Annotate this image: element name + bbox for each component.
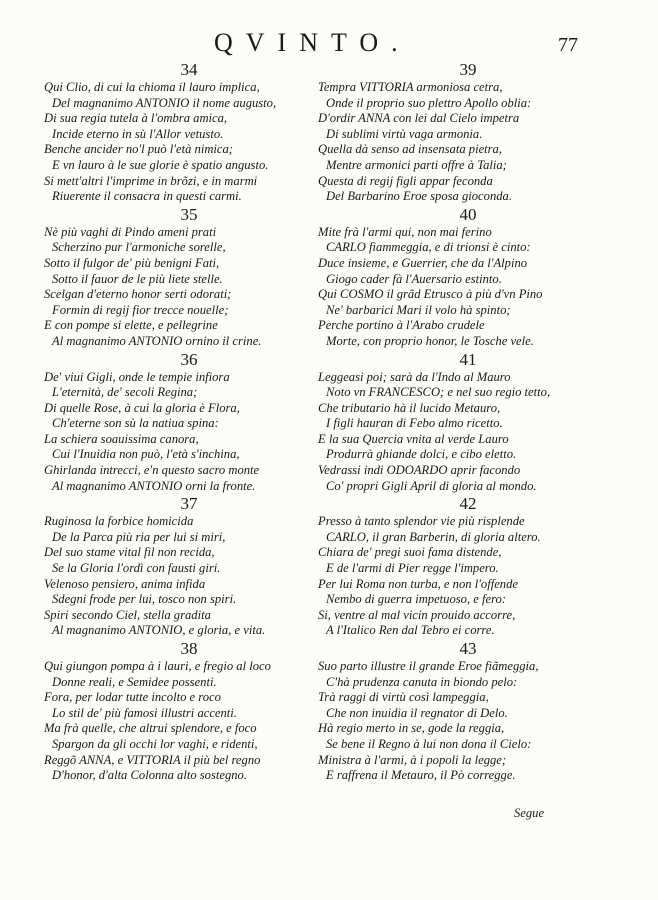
verse-line: Si, ventre al mal vicin prouido accorre,: [318, 607, 516, 622]
right-column: [318, 60, 618, 784]
verse-line: Formin di regij fior trecce nouelle;: [52, 302, 229, 317]
stanza-43: [318, 639, 618, 784]
verse-line: Qui COSMO il grãd Etrusco à più d'vn Pino: [318, 287, 543, 302]
verse-line: CARLO fiammeggia, e di trionsi è cinto:: [326, 240, 531, 255]
stanza-number: 38: [180, 639, 198, 658]
verse-line: Chiara de' pregi suoi fama distende,: [318, 545, 502, 560]
verse-line: Nembo di guerra impetuoso, e fero:: [326, 592, 507, 607]
verse-line: Del magnanimo ANTONIO il nome augusto,: [52, 95, 277, 110]
verse-line: C'hà prudenza canuta in biondo pelo:: [326, 674, 518, 689]
verse-line: Sdegni frode per lui, tosco non spiri.: [52, 592, 237, 607]
verse-line: Ghirlanda intrecci, e'n questo sacro monte: [44, 463, 260, 478]
verse-line: Vedrassi indi ODOARDO aprir facondo: [318, 463, 521, 478]
verse-line: Tempra VITTORIA armoniosa cetra,: [318, 80, 503, 94]
verse-line: Al magnanimo ANTONIO ornino il crine.: [52, 333, 262, 348]
verse-line: D'ordir ANNA con lei dal Cielo impetra: [318, 111, 520, 126]
verse-line: Scherzino pur l'armoniche sorelle,: [52, 240, 226, 255]
verse-line: Se la Gloria l'ordì con fausti giri.: [52, 561, 221, 576]
verse-line: De la Parca più ria per lui si miri,: [52, 529, 226, 544]
verse-line: Sotto il fauor de le più liete stelle.: [52, 271, 223, 286]
verse-line: I figli hauran di Febo almo ricetto.: [326, 416, 503, 431]
stanza-number: 42: [459, 494, 477, 514]
verse-line: Trà raggi di virtù così lampeggia,: [318, 690, 489, 705]
stanza-40: [318, 205, 618, 350]
verse-line: Cui l'Inuidia non può, l'età s'inchina,: [52, 447, 240, 462]
verse-line: Lo stil de' più famosi illustri accenti.: [52, 705, 237, 720]
verse-line: Si mett'altri l'imprime in brõzi, e in marmi: [44, 173, 258, 188]
verse-line: E vn lauro à le sue glorie è spatio angusto.: [52, 157, 269, 172]
verse-line: Ministra à l'armi, à i popoli la legge;: [318, 752, 507, 767]
stanza-number: 43: [459, 639, 477, 658]
verse-line: Qui Clio, di cui la chioma il lauro implica,: [44, 80, 260, 94]
page-number: 77: [558, 34, 578, 56]
verse-line: Spargon da gli occhi lor vaghi, e ridenti,: [52, 736, 258, 751]
verse-line: Mentre armonici parti offre à Talia;: [326, 157, 507, 172]
verse-line: Se bene il Regno à lui non dona il Cielo:: [326, 736, 532, 751]
verse-line: E de l'armi di Pier regge l'impero.: [326, 561, 499, 576]
stanza-39: [318, 60, 618, 205]
verse-line: Ma frà quelle, che altrui splendore, e foco: [44, 721, 257, 736]
verse-line: Hà regio merto in se, gode la reggia,: [318, 721, 505, 736]
verse-line: A l'Italico Ren dal Tebro ei corre.: [326, 623, 495, 638]
verse-line: Del suo stame vital fil non recida,: [44, 545, 215, 560]
stanza-number: 40: [459, 204, 477, 224]
stanza-number: 36: [180, 349, 198, 369]
catchword: Segue: [514, 806, 545, 820]
verse-line: Al magnanimo ANTONIO orni la fronte.: [52, 478, 256, 493]
verse-line: Presso à tanto splendor vie più risplende: [318, 514, 525, 529]
verse-line: De' viui Gigli, onde le tempie infiora: [44, 369, 230, 384]
stanza-35: [44, 205, 334, 350]
verse-line: Benche ancider no'l può l'età nimica;: [44, 142, 233, 157]
verse-line: Che tributario hà il lucido Metauro,: [318, 400, 501, 415]
verse-line: Riuerente il consacra in questi carmi.: [52, 189, 242, 204]
verse-line: Di quelle Rose, à cui la gloria è Flora,: [44, 400, 240, 415]
stanza-38: [44, 639, 334, 784]
verse-line: La schiera soauissima canora,: [44, 431, 199, 446]
stanza-37: [44, 494, 334, 639]
verse-line: Nè più vaghi di Pindo ameni prati: [44, 224, 217, 239]
verse-line: Fora, per lodar tutte incolto e roco: [44, 690, 221, 705]
verse-line: Onde il proprio suo plettro Apollo oblia:: [326, 95, 532, 110]
verse-line: Incide eterno in sù l'Allor vetusto.: [52, 126, 224, 141]
verse-line: Produrrà ghiande dolci, e cibo eletto.: [326, 447, 517, 462]
verse-line: Mite frà l'armi qui, non mai ferino: [318, 224, 492, 239]
verse-line: Ne' barbarici Mari il volo hà spinto;: [326, 302, 511, 317]
verse-line: Giogo cader fà l'Auersario estinto.: [326, 271, 502, 286]
verse-line: Leggeasi poi; sarà da l'Indo al Mauro: [318, 369, 511, 384]
verse-line: Questa di regij figli appar feconda: [318, 173, 493, 188]
verse-line: Perche portino à l'Arabo crudele: [318, 318, 485, 333]
stanza-number: 35: [180, 204, 198, 224]
verse-line: E raffrena il Metauro, il Pò corregge.: [326, 768, 516, 783]
verse-line: D'honor, d'alta Colonna alto sostegno.: [52, 768, 248, 783]
stanza-number: 34: [180, 60, 198, 79]
verse-line: Noto vn FRANCESCO; e nel suo regio tetto,: [326, 385, 551, 400]
verse-line: Spiri secondo Ciel, stella gradita: [44, 607, 211, 622]
verse-line: CARLO, il gran Barberin, di gloria altero.: [326, 529, 541, 544]
verse-line: Del Barbarino Eroe sposa gioconda.: [326, 189, 512, 204]
verse-line: Che non inuidia il regnator di Delo.: [326, 705, 508, 720]
verse-line: Ruginosa la forbice homicida: [44, 514, 194, 529]
verse-line: L'eternità, de' secoli Regina;: [52, 385, 198, 400]
verse-line: Quella dà senso ad insensata pietra,: [318, 142, 502, 157]
verse-line: Di sua regia tutela à l'ombra amica,: [44, 111, 228, 126]
verse-line: Di sublimi virtù vaga armonia.: [326, 126, 483, 141]
verse-line: Donne reali, e Semidee possenti.: [52, 674, 217, 689]
verse-line: Scelgan d'eterno honor serti odorati;: [44, 287, 232, 302]
stanza-number: 39: [459, 60, 477, 79]
stanza-42: [318, 494, 618, 639]
stanza-number: 41: [459, 349, 477, 369]
verse-line: Qui giungon pompa à i lauri, e fregio al loco: [44, 659, 271, 673]
stanza-36: [44, 350, 334, 495]
left-column: [44, 60, 334, 784]
stanza-34: [44, 60, 334, 205]
stanza-number: 37: [180, 494, 198, 514]
verse-line: E con pompe si elette, e pellegrine: [44, 318, 218, 333]
verse-line: Morte, con proprio honor, le Tosche vele.: [326, 333, 534, 348]
verse-line: Duce insieme, e Guerrier, che da l'Alpino: [318, 255, 528, 270]
verse-line: Al magnanimo ANTONIO, e gloria, e vita.: [52, 623, 266, 638]
verse-line: Reggõ ANNA, e VITTORIA il più bel regno: [44, 752, 261, 767]
verse-line: Sotto il fulgor de' più benigni Fati,: [44, 255, 220, 270]
verse-line: Suo parto illustre il grande Eroe fiãmeggia,: [318, 659, 539, 673]
verse-line: Ch'eterne son sù la natiua spina:: [52, 416, 219, 431]
running-head: QVINTO.: [214, 28, 411, 57]
verse-line: Co' propri Gigli April di gloria al mondo.: [326, 478, 537, 493]
verse-line: Per lui Roma non turba, e non l'offende: [318, 576, 518, 591]
verse-line: Velenoso pensiero, anima infida: [44, 576, 206, 591]
stanza-41: [318, 350, 618, 495]
verse-line: E la sua Quercia vnita al verde Lauro: [318, 431, 509, 446]
